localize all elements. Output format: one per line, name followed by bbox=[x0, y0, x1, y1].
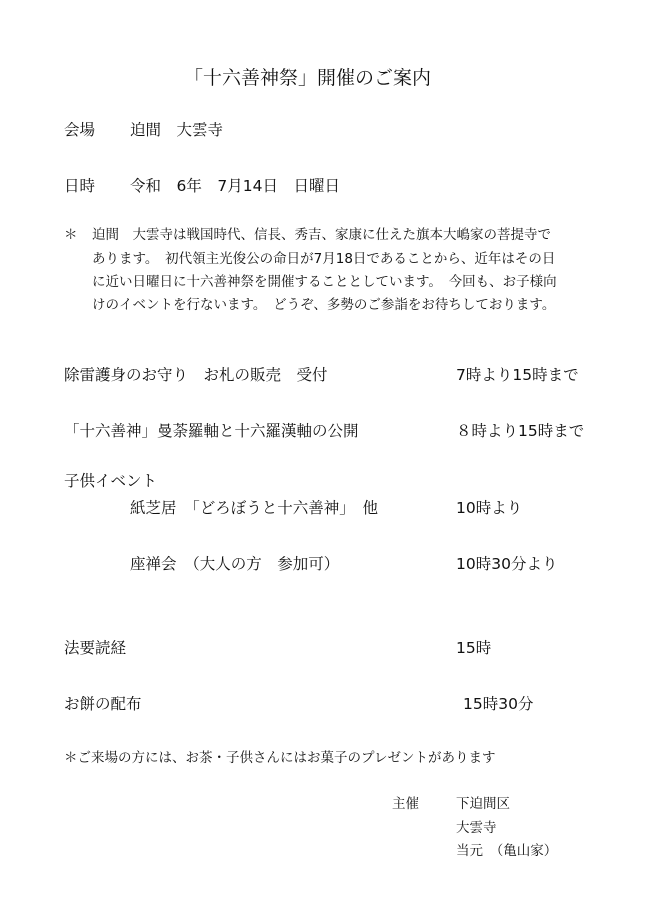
sutra-event: 法要読経 bbox=[64, 639, 127, 657]
footnote: ＊ご来場の方には、お茶・子供さんにはお菓子のプレゼントがあります bbox=[64, 750, 496, 766]
datetime-value: 令和 6年 7月14日 日曜日 bbox=[130, 177, 340, 195]
kids-event-zazen: 座禅会 （大人の方 参加可） bbox=[130, 555, 340, 573]
sutra-time: 15時 bbox=[456, 639, 492, 657]
datetime-label: 日時 bbox=[64, 177, 96, 195]
schedule-event-scroll: 「十六善神」曼荼羅軸と十六羅漢軸の公開 bbox=[64, 422, 359, 440]
schedule-time-amulet: 7時より15時まで bbox=[456, 366, 579, 384]
kids-event-kamishibai: 紙芝居 「どろぼうと十六善神」 他 bbox=[130, 499, 379, 517]
kids-time-zazen: 10時30分より bbox=[456, 555, 558, 573]
mochi-time: 15時30分 bbox=[463, 695, 534, 713]
venue-value: 迫間 大雲寺 bbox=[130, 121, 224, 139]
organizer-name-3: 当元 （亀山家） bbox=[456, 843, 558, 859]
schedule-time-scroll: ８時より15時まで bbox=[456, 422, 585, 440]
notice-mark: ＊ bbox=[64, 227, 78, 243]
kids-heading: 子供イベント bbox=[64, 472, 158, 490]
kids-time-kamishibai: 10時より bbox=[456, 499, 523, 517]
notice-line-3: に近い日曜日に十六善神祭を開催することとしています。 今回も、お子様向 bbox=[92, 274, 557, 290]
page-title: 「十六善神祭」開催のご案内 bbox=[184, 67, 432, 89]
mochi-event: お餅の配布 bbox=[64, 695, 142, 713]
schedule-event-amulet: 除雷護身のお守り お札の販売 受付 bbox=[64, 366, 328, 384]
notice-line-1: 迫間 大雲寺は戦国時代、信長、秀吉、家康に仕えた旗本大嶋家の菩提寺で bbox=[92, 227, 551, 243]
venue-label: 会場 bbox=[64, 121, 96, 139]
organizer-label: 主催 bbox=[392, 796, 419, 812]
notice-line-2: あります。 初代領主光俊公の命日が7月18日であることから、近年はその日 bbox=[92, 251, 556, 267]
organizer-name-2: 大雲寺 bbox=[456, 820, 497, 836]
organizer-name-1: 下迫間区 bbox=[456, 796, 510, 812]
notice-line-4: けのイベントを行ないます。 どうぞ、多勢のご参詣をお待ちしております。 bbox=[92, 297, 556, 313]
